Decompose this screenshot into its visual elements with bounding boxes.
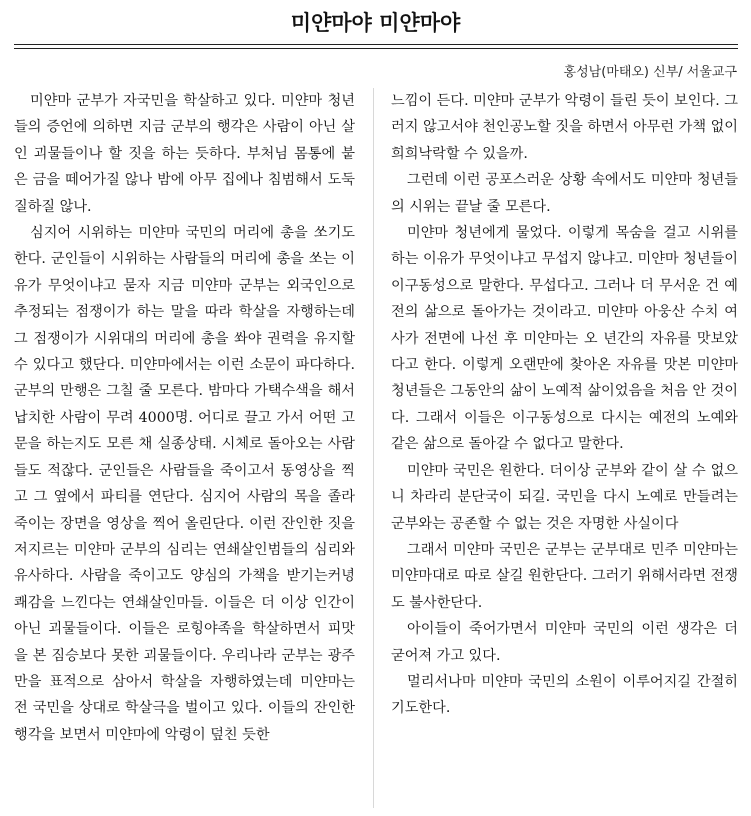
title-rule-bottom <box>14 48 738 49</box>
column-divider <box>373 88 374 808</box>
paragraph: 심지어 시위하는 미얀마 국민의 머리에 총을 쏘기도 한다. 군인들이 시위하는 사람들의 머리에 총을 쏘는 이유가 무엇이냐고 묻자 지금 미얀마 군부는 외국인으로 추정되는 점쟁이가 하는 말을 따라 학살을 자행하는데 그 점쟁이가 시위대의 머리에 총을 쏴야 권력을 유지할 수 있다고 했단다. 미얀마에서는 이런 소문이 파다하다. 군부의 만행은 그칠 줄 모른다. 밤마다 가택수색을 해서 납치한 사람이 무려 4000명. 어디로 끌고 가서 어떤 고문을 하는지도 모른 채 실종상태. 시체로 돌아오는 사람들도 적잖다. 군인들은 사람들을 죽이고서 동영상을 찍고 그 옆에서 파티를 연단다. 심지어 사람의 목을 졸라 죽이는 장면을 영상을 찍어 올린단다. 이런 잔인한 짓을 저지르는 미얀마 군부의 심리는 연쇄살인범들의 심리와 유사하다. 사람을 죽이고도 양심의 가책을 받기는커녕 쾌감을 느낀다는 연쇄살인마들. 이들은 더 이상 인간이 아닌 괴물들이다. 이들은 로힝야족을 학살하면서 피맛을 본 짐승보다 못한 괴물들이다. 우리나라 군부는 광주만을 표적으로 삼아서 학살을 자행하였는데 미얀마는 전 국민을 상대로 학살극을 벌이고 있다. 이들의 잔인한 행각을 보면서 미얀마에 악령이 덮친 듯한 <box>14 225 355 743</box>
paragraph: 아이들이 죽어가면서 미얀마 국민의 이런 생각은 더 굳어져 가고 있다. <box>391 621 738 664</box>
paragraph: 느낌이 든다. 미얀마 군부가 악령이 들린 듯이 보인다. 그러지 않고서야 천인공노할 짓을 하면서 아무런 가책 없이 희희낙락할 수 있을까. <box>391 93 738 162</box>
paragraph: 그런데 이런 공포스러운 상황 속에서도 미얀마 청년들의 시위는 끝날 줄 모른다. <box>391 172 738 215</box>
paragraph: 미얀마 청년에게 물었다. 이렇게 목숨을 걸고 시위를 하는 이유가 무엇이냐고 무섭지 않냐고. 미얀마 청년들이 이구동성으로 말한다. 무섭다고. 그러나 더 무서운 건 예전의 삶으로 돌아가는 것이라고. 미얀마 아웅산 수치 여사가 전면에 나선 후 미얀마는 오 년간의 자유를 맛보았다고 한다. 이렇게 오랜만에 찾아온 자유를 맛본 미얀마 청년들은 그동안의 삶이 노예적 삶이었음을 처음 안 것이다. 그래서 이들은 이구동성으로 다시는 예전의 노예와 같은 삶으로 돌아갈 수 없다고 말한다. <box>391 225 738 453</box>
paragraph: 멀리서나마 미얀마 국민의 소원이 이루어지길 간절히 기도한다. <box>391 673 738 717</box>
title-rule-top <box>14 44 738 45</box>
left-column <box>14 88 355 748</box>
right-column <box>391 88 738 722</box>
paragraph: 미얀마 국민은 원한다. 더이상 군부와 같이 살 수 없으니 차라리 분단국이 되길. 국민을 다시 노예로 만들려는 군부와는 공존할 수 없는 것은 자명한 사실이다 <box>391 462 738 532</box>
paragraph: 그래서 미얀마 국민은 군부는 군부대로 민주 미얀마는 미얀마대로 따로 살길 원한단다. 그러기 위해서라면 전쟁도 불사한단다. <box>391 541 738 611</box>
paragraph: 미얀마 군부가 자국민을 학살하고 있다. 미얀마 청년들의 증언에 의하면 지금 군부의 행각은 사람이 아닌 살인 괴물들이나 할 짓을 하는 듯하다. 부처님 몸통에 붙은 금을 떼어가질 않나 밤에 아무 집에나 침범해서 도둑질하질 않나. <box>14 93 355 215</box>
author-byline: 홍성남(마태오) 신부/ 서울교구 <box>563 65 737 80</box>
article-title: 미얀마야 미얀마야 <box>290 11 461 35</box>
